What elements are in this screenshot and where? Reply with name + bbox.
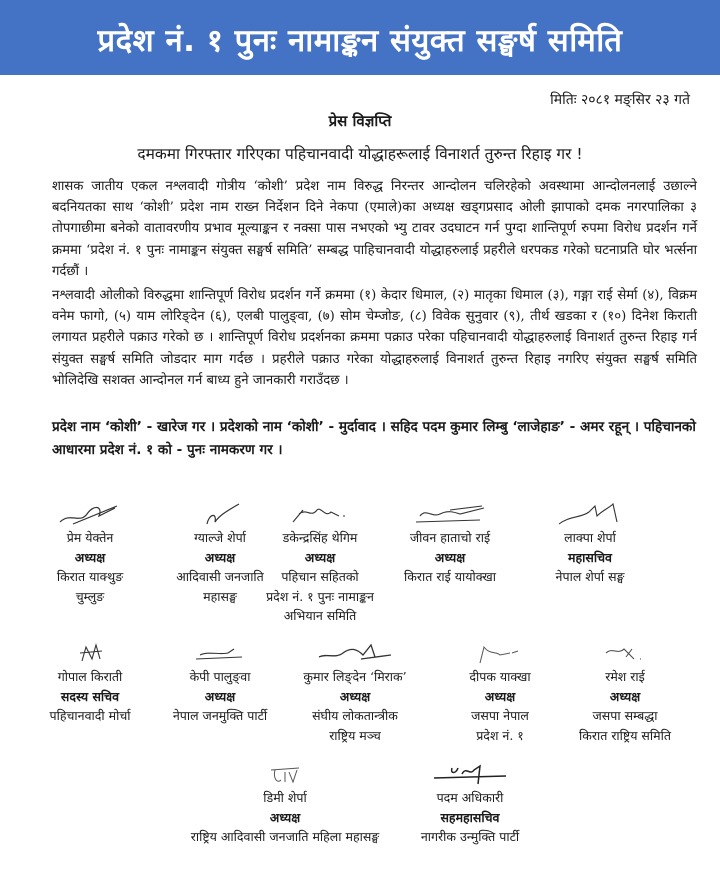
signatory-role: अध्यक्ष bbox=[339, 688, 371, 704]
signatory bbox=[150, 641, 290, 726]
signature-mark bbox=[375, 502, 525, 528]
signatory-role: सहमहासचिव bbox=[440, 809, 500, 825]
signatory-org: राष्ट्रिय मञ्च bbox=[329, 727, 381, 743]
signatory-name: पदम अधिकारी bbox=[436, 790, 504, 805]
signatory bbox=[545, 641, 705, 745]
signatory-name: जीवन हाताचो राई bbox=[409, 530, 491, 545]
signatory-org: नेपाल जनमुक्ति पार्टी bbox=[172, 708, 268, 723]
signatory bbox=[395, 762, 545, 847]
signatory-name: ग्याल्जे शेर्पा bbox=[194, 530, 246, 545]
signatory-role: सदस्य सचिव bbox=[60, 688, 120, 704]
signatory-org: जसपा नेपाल bbox=[471, 708, 529, 723]
signatory-role: अध्यक्ष bbox=[204, 549, 236, 565]
signatory-org: प्रदेश नं. १ पुनः नामाङ्कन bbox=[266, 588, 374, 604]
paragraph-2: नश्लवादी ओलीको विरुद्धमा शान्तिपूर्ण विरोध प्रदर्शन गर्ने क्रममा (१) केदार धिमाल, (२) मातृका धिमाल (३), गङ्गा राई सेर्मा (४), विक्रम वनेम फागो, (५) याम लोरिङ्देन (६), एलबी पालुङ्वा, (७) सोम चेम्जोङ, (८) विवेक सुनुवार (९), तीर्थ खडका र (१०) दिनेश किराती लगायत प्रहरीले पक्राउ गरेको छ । शान्तिपूर्ण विरोध प्रदर्शनका क्रममा पक्राउ परेका पहिचानवादी योद्धाहरुलाई विनाशर्त तुरुन्त रिहाइ गर्न संयुक्त सङ्घर्ष समिति जोडदार माग गर्दछ । प्रहरीले पक्राउ गरेका योद्धाहरुलाई विनाशर्त तुरुन्त रिहाइ नगरिए संयुक्त सङ्घर्ष समिति भोलिदेखि सशक्त आन्दोनल गर्न बाध्य हुने जानकारी गराउँदछ । bbox=[52, 288, 697, 388]
signatory bbox=[245, 502, 395, 626]
date-line: मितिः २०८१ मङ्सिर २३ गते bbox=[550, 92, 690, 108]
signatory-role: अध्यक्ष bbox=[434, 549, 466, 565]
press-release-title: प्रेस विज्ञप्ति bbox=[328, 112, 392, 130]
slogans: प्रदेश नाम ‘कोशी’ - खारेज गर । प्रदेशको नाम ‘कोशी’ - मुर्दावाद । सहिद पदम कुमार लिम्बु ‘लाजेहाङ’ - अमर रहून् । पहिचानको आधारमा प्रदेश नं. १ को - पुनः नामकरण गर । bbox=[52, 419, 696, 458]
signatory-org: राष्ट्रिय आदिवासी जनजाति महिला महासङ्घ bbox=[190, 829, 380, 844]
header-banner bbox=[0, 0, 720, 75]
signatory-name: लाक्पा शेर्पा bbox=[564, 530, 616, 545]
signatory-org: किरात राष्ट्रिय समिति bbox=[579, 727, 671, 743]
signatory-name: कुमार लिङ्देन ‘मिराक’ bbox=[303, 669, 407, 684]
signature-mark bbox=[160, 762, 410, 788]
signatory-org: पहिचान सहितको bbox=[281, 569, 359, 584]
signature-mark bbox=[395, 762, 545, 788]
signature-mark bbox=[20, 502, 160, 528]
signatory bbox=[270, 641, 440, 745]
signatory-role: महासचिव bbox=[568, 549, 612, 565]
signatory-org: नागरीक उन्मुक्ति पार्टी bbox=[420, 829, 520, 844]
signatory-name: डकेन्द्रसिंह थेगिम bbox=[282, 530, 358, 545]
paragraph-1: शासक जातीय एकल नश्लवादी गोत्रीय ‘कोशी’ प्रदेश नाम विरुद्ध निरन्तर आन्दोलन चलिरहेको अवस्थामा आन्दोलनलाई उछाल्ने बदनियतका साथ ‘कोशी’ प्रदेश नाम राख्न निर्देशन दिने नेकपा (एमाले)का अध्यक्ष खड्गप्रसाद ओली झापाको दमक नगरपालिका ३ तोपगाछीमा बनेको वातावरणीय प्रभाव मूल्याङ्कन र नक्सा पास नभएको भ्यु टावर उदघाटन गर्न पुग्दा शान्तिपूर्ण रुपमा विरोध प्रदर्शन गर्ने क्रममा ‘प्रदेश नं. १ पुनः नामाङ्कन संयुक्त सङ्घर्ष समिति’ सम्बद्ध पाहिचानवादी योद्धाहरुलाई प्रहरीले धरपकड गरेको घटनाप्रति घोर भर्त्सना गर्दछौं । bbox=[52, 179, 697, 279]
signatory-role: अध्यक्ष bbox=[484, 688, 516, 704]
signatory-role: अध्यक्ष bbox=[269, 809, 301, 825]
signature-mark bbox=[245, 502, 395, 528]
signatory-org: किरात राई यायोक्खा bbox=[404, 569, 496, 584]
signatory bbox=[375, 502, 525, 587]
signatory-org: चुम्लुङ bbox=[75, 588, 105, 604]
signatory bbox=[515, 502, 665, 587]
signatory-org: संघीय लोकतान्त्रीक bbox=[312, 708, 398, 723]
signature-mark bbox=[270, 641, 440, 667]
signatory-role: अध्यक्ष bbox=[304, 549, 336, 565]
signature-mark bbox=[150, 641, 290, 667]
signatory-role: अध्यक्ष bbox=[609, 688, 641, 704]
signatory-org: जसपा सम्बद्धा bbox=[592, 708, 658, 723]
signatory-org: अभियान समिति bbox=[283, 608, 357, 623]
signatory-role: अध्यक्ष bbox=[204, 688, 236, 704]
signature-mark bbox=[20, 641, 160, 667]
signatory-name: केपी पालुङ्वा bbox=[189, 669, 251, 684]
signatory-org: नेपाल शेर्पा सङ्घ bbox=[555, 569, 625, 584]
signature-mark bbox=[545, 641, 705, 667]
signatory-org: किरात याक्थुङ bbox=[56, 569, 124, 584]
signature-mark bbox=[515, 502, 665, 528]
signatory bbox=[160, 762, 410, 847]
signatory-role: अध्यक्ष bbox=[74, 549, 106, 565]
signatory-org: पहिचानवादी मोर्चा bbox=[49, 708, 131, 723]
committee-title: प्रदेश नं. १ पुनः नामाङ्कन संयुक्त सङ्घर्ष समिति bbox=[97, 22, 623, 59]
signatory-name: प्रेम येक्तेन bbox=[66, 530, 114, 545]
headline: दमकमा गिरफ्तार गरिएका पहिचानवादी योद्धाहरूलाई विनाशर्त तुरुन्त रिहाइ गर ! bbox=[137, 145, 583, 163]
signatory-org: आदिवासी जनजाति bbox=[176, 569, 264, 584]
signatory-name: रमेश राई bbox=[605, 669, 645, 684]
signatory-name: गोपाल किराती bbox=[57, 669, 123, 684]
signatory-org: महासङ्घ bbox=[203, 588, 237, 604]
signatory-name: डिमी शेर्पा bbox=[263, 790, 307, 805]
signatory-name: दीपक याक्खा bbox=[469, 669, 531, 684]
signatory bbox=[20, 502, 160, 606]
signatory bbox=[20, 641, 160, 726]
signatory-org: प्रदेश नं. १ bbox=[476, 727, 524, 743]
